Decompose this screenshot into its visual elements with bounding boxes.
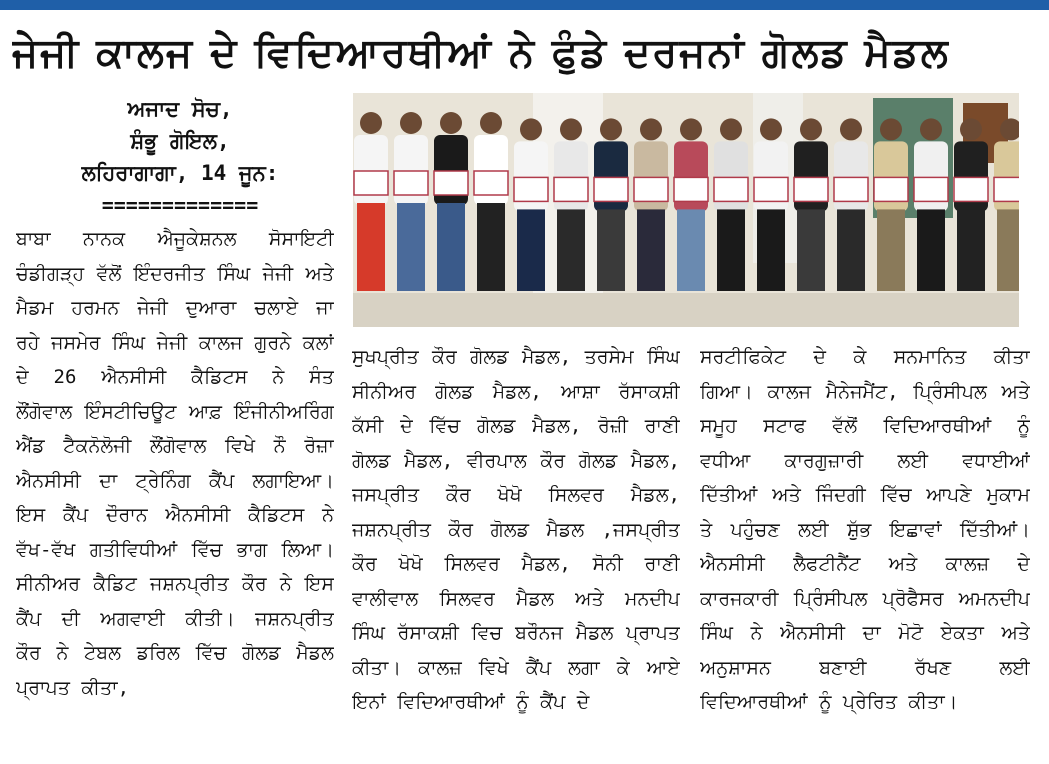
person-13 xyxy=(834,118,868,291)
certificate xyxy=(674,177,708,201)
person-head xyxy=(960,118,982,140)
person-head xyxy=(760,118,782,140)
person-11 xyxy=(754,118,788,291)
person-8 xyxy=(634,118,668,291)
person-pants xyxy=(397,203,425,291)
person-7 xyxy=(594,118,628,291)
person-head xyxy=(600,118,622,140)
person-pants xyxy=(437,203,465,291)
person-3 xyxy=(434,112,468,291)
dateline-place-date: ਲਹਿਰਾਗਾਗਾ, 14 ਜੂਨ: xyxy=(81,161,279,185)
person-6 xyxy=(554,118,588,291)
person-head xyxy=(920,118,942,140)
person-pants xyxy=(837,209,865,291)
person-4 xyxy=(474,112,508,291)
certificate xyxy=(354,171,388,195)
person-pants xyxy=(477,203,505,291)
article-column-1: ਬਾਬਾ ਨਾਨਕ ਐਜੂਕੇਸ਼ਨਲ ਸੋਸਾਇਟੀ ਚੰਡੀਗੜ੍ਹ ਵੱਲੋਂ ਇੰਦਰਜੀਤ ਸਿੰਘ ਜੇਜੀ ਅਤੇ ਮੈਡਮ ਹਰਮਨ ਜੇਜੀ ਦੁਆਰਾ ਚਲਾਏ ਜਾ ਰਹੇ ਜਸਮੇਰ ਸਿੰਘ ਜੇਜੀ ਕਾਲਜ ਗੁਰਨੇ ਕਲਾਂ ਦੇ 26 ਐਨਸੀਸੀ ਕੈਡਿਟਸ ਨੇ ਸੰਤ ਲੌਂਗੋਵਾਲ ਇੰਸਟੀਚਿਊਟ ਆਫ਼ ਇੰਜੀਨੀਅਰਿੰਗ ਐਂਡ ਟੈਕਨੋਲੋਜੀ ਲੌਂਗੋਵਾਲ ਵਿਖੇ ਨੌ ਰੋਜ਼ਾ ਐਨਸੀਸੀ ਦਾ ਟ੍ਰੇਨਿੰਗ ਕੈਂਪ ਲਗਾਇਆ। ਇਸ ਕੈਂਪ ਦੌਰਾਨ ਐਨਸੀਸੀ ਕੈਡਿਟਸ ਨੇ ਵੱਖ-ਵੱਖ ਗਤੀਵਿਧੀਆਂ ਵਿੱਚ ਭਾਗ ਲਿਆ। ਸੀਨੀਅਰ ਕੈਡਿਟ ਜਸ਼ਨਪ੍ਰੀਤ ਕੌਰ ਨੇ ਇਸ ਕੈਂਪ ਦੀ ਅਗਵਾਈ ਕੀਤੀ। ਜਸ਼ਨਪ੍ਰੀਤ ਕੌਰ ਨੇ ਟੇਬਲ ਡਰਿਲ ਵਿੱਚ ਗੋਲਡ ਮੈਡਲ ਪ੍ਰਾਪਤ ਕੀਤਾ, xyxy=(16,228,334,699)
person-head xyxy=(560,118,582,140)
dateline-separator: ============= xyxy=(101,193,259,217)
certificate xyxy=(634,177,668,201)
dateline-author: ਸ਼ੰਭੂ ਗੋਇਲ, xyxy=(130,129,230,153)
article-column-3: ਸਰਟੀਫਿਕੇਟ ਦੇ ਕੇ ਸਨਮਾਨਿਤ ਕੀਤਾ ਗਿਆ। ਕਾਲਜ ਮੈਨੇਜਮੈਂਟ, ਪ੍ਰਿੰਸੀਪਲ ਅਤੇ ਸਮੂਹ ਸਟਾਫ ਵੱਲੋਂ ਵਿਦਿਆਰਥੀਆਂ ਨੂੰ ਵਧੀਆ ਕਾਰਗੁਜ਼ਾਰੀ ਲਈ ਵਧਾਈਆਂ ਦਿੱਤੀਆਂ ਅਤੇ ਜਿੰਦਗੀ ਵਿੱਚ ਆਪਣੇ ਮੁਕਾਮ ਤੇ ਪਹੁੰਚਣ ਲਈ ਸ਼ੁੱਭ ਇਛਾਵਾਂ ਦਿੱਤੀਆਂ। ਐਨਸੀਸੀ ਲੈਫਟੀਨੈਂਟ ਅਤੇ ਕਾਲਜ਼ ਦੇ ਕਾਰਜਕਾਰੀ ਪ੍ਰਿੰਸੀਪਲ ਪ੍ਰੋਫੈਸਰ ਅਮਨਦੀਪ ਸਿੰਘ ਨੇ ਐਨਸੀਸੀ ਦਾ ਮੋਟੋ ਏਕਤਾ ਅਤੇ ਅਨੁਸ਼ਾਸਨ ਬਣਾਈ ਰੱਖਣ ਲਈ ਵਿਦਿਆਰਥੀਆਂ ਨੂੰ ਪ੍ਰੇਰਿਤ ਕੀਤਾ। xyxy=(700,346,1030,713)
certificate xyxy=(874,177,908,201)
group-photo-illustration xyxy=(353,93,1019,327)
certificate xyxy=(554,177,588,201)
person-head xyxy=(680,118,702,140)
certificate xyxy=(914,177,948,201)
person-pants xyxy=(797,209,825,291)
article-column-2: ਸੁਖਪ੍ਰੀਤ ਕੌਰ ਗੋਲਡ ਮੈਡਲ, ਤਰਸੇਮ ਸਿੰਘ ਸੀਨੀਅਰ ਗੋਲਡ ਮੈਡਲ, ਆਸ਼ਾ ਰੱਸਾਕਸ਼ੀ ਕੱਸੀ ਦੇ ਵਿੱਚ ਗੋਲਡ ਮੈਡਲ, ਰੋਜ਼ੀ ਰਾਣੀ ਗੋਲਡ ਮੈਡਲ, ਵੀਰਪਾਲ ਕੌਰ ਗੋਲਡ ਮੈਡਲ, ਜਸਪ੍ਰੀਤ ਕੌਰ ਖੋਖੋ ਸਿਲਵਰ ਮੈਡਲ, ਜਸ਼ਨਪ੍ਰੀਤ ਕੌਰ ਗੋਲਡ ਮੈਡਲ ,ਜਸਪ੍ਰੀਤ ਕੌਰ ਖੋਖੋ ਸਿਲਵਰ ਮੈਡਲ, ਸੋਨੀ ਰਾਣੀ ਵਾਲੀਵਾਲ ਸਿਲਵਰ ਮੈਡਲ ਅਤੇ ਮਨਦੀਪ ਸਿੰਘ ਰੱਸਾਕਸ਼ੀ ਵਿਚ ਬਰੌਨਜ ਮੈਡਲ ਪ੍ਰਾਪਤ ਕੀਤਾ। ਕਾਲਜ਼ ਵਿਖੇ ਕੈਂਪ ਲਗਾ ਕੇ ਆਏ ਇਨਾਂ ਵਿਦਿਆਰਥੀਆਂ ਨੂੰ ਕੈਂਪ ਦੇ xyxy=(352,346,680,713)
person-pants xyxy=(757,209,785,291)
certificate xyxy=(474,171,508,195)
person-head xyxy=(440,112,462,134)
person-15 xyxy=(914,118,948,291)
group-photo xyxy=(353,93,1019,327)
person-head xyxy=(400,112,422,134)
person-17 xyxy=(994,118,1019,291)
person-head xyxy=(800,118,822,140)
person-16 xyxy=(954,118,988,291)
person-5 xyxy=(514,118,548,291)
certificate xyxy=(594,177,628,201)
person-pants xyxy=(597,209,625,291)
person-14 xyxy=(874,118,908,291)
person-head xyxy=(720,118,742,140)
certificate xyxy=(794,177,828,201)
certificate xyxy=(754,177,788,201)
person-10 xyxy=(714,118,748,291)
certificate xyxy=(514,177,548,201)
person-pants xyxy=(917,209,945,291)
certificate xyxy=(714,177,748,201)
person-head xyxy=(880,118,902,140)
person-pants xyxy=(717,209,745,291)
person-pants xyxy=(637,209,665,291)
certificate xyxy=(394,171,428,195)
person-pants xyxy=(557,209,585,291)
headline: ਜੇਜੀ ਕਾਲਜ ਦੇ ਵਿਦਿਆਰਥੀਆਂ ਨੇ ਫੁੰਡੇ ਦਰਜਨਾਂ ਗੋਲਡ ਮੈਡਲ xyxy=(12,30,950,76)
person-2 xyxy=(394,112,428,291)
top-rule xyxy=(0,0,1049,10)
person-head xyxy=(840,118,862,140)
certificate xyxy=(834,177,868,201)
certificate xyxy=(994,177,1019,201)
person-12 xyxy=(794,118,828,291)
person-pants xyxy=(877,209,905,291)
person-9 xyxy=(674,118,708,291)
person-head xyxy=(640,118,662,140)
dateline-source: ਅਜਾਦ ਸੋਚ, xyxy=(127,97,233,121)
person-head xyxy=(480,112,502,134)
person-pants xyxy=(677,209,705,291)
person-pants xyxy=(517,209,545,291)
person-pants xyxy=(357,203,385,291)
person-head xyxy=(520,118,542,140)
person-pants xyxy=(997,209,1019,291)
certificate xyxy=(954,177,988,201)
person-1 xyxy=(354,112,388,291)
person-pants xyxy=(957,209,985,291)
person-head xyxy=(360,112,382,134)
certificate xyxy=(434,171,468,195)
